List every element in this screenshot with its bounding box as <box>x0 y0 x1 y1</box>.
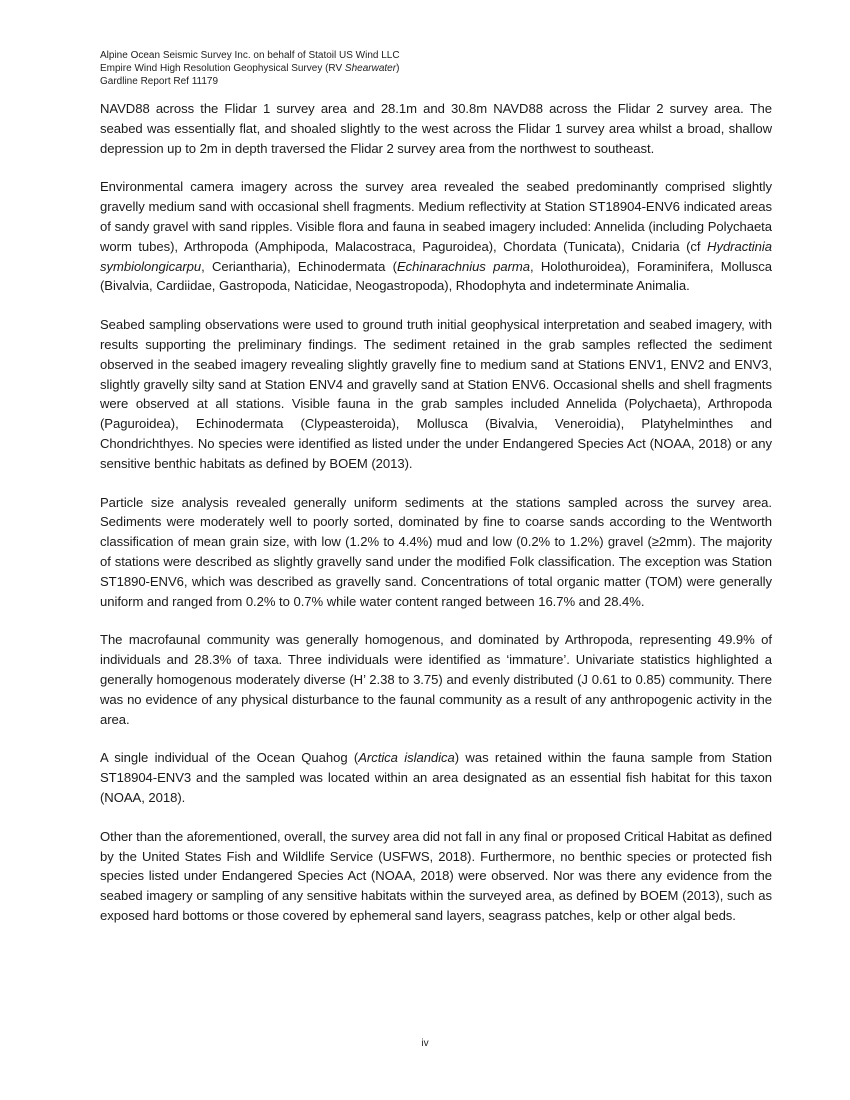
species-arctica: Arctica islandica <box>358 750 455 766</box>
paragraph-camera-imagery <box>100 177 772 296</box>
paragraph-critical-habitat: Other than the aforementioned, overall, the survey area did not fall in any final or proposed Critical Habitat as defined by the United States Fish and Wildlife Service (USFWS, 2018). Furthermore, no benthic species or protected fish species listed under Endangered Species Act (NOAA, 2018) were observed. Nor was there any evidence from the seabed imagery or sampling of any sensitive habitats within the surveyed area, as defined by BOEM (2013), such as exposed hard bottoms or those covered by ephemeral sand layers, seagrass patches, kelp or other algal beds. <box>100 828 772 923</box>
camera-text-a: Environmental camera imagery across the survey area revealed the seabed predominantly comprised slightly gravelly medium sand with occasional shell fragments. Medium reflectivity at Station ST18904-ENV6 indicated areas of sandy gravel with sand ripples. Visible flora and fauna in seabed imagery included: Annelida (including Polychaeta worm tubes), Arthropoda (Amphipoda, Malacostraca, Paguroidea), Chordata (Tunicata), Cnidaria (cf <box>100 179 772 254</box>
header-vessel-name: Shearwater <box>344 63 397 74</box>
document-body <box>100 99 772 945</box>
paragraph-ocean-quahog <box>100 748 772 807</box>
species-hydractinia: Hydractinia symbiolongicarpu <box>100 238 772 274</box>
species-echinarachnius: Echinarachnius parma <box>396 258 530 274</box>
header-project-suffix: ) <box>396 63 400 74</box>
running-header <box>100 49 780 88</box>
header-project-line <box>100 62 780 75</box>
header-project-prefix: Empire Wind High Resolution Geophysical Survey (RV <box>100 63 345 74</box>
page-number: iv <box>421 1038 429 1049</box>
camera-text-c: , Ceriantharia), Echinodermata ( <box>201 258 397 274</box>
paragraph-seabed-sampling: Seabed sampling observations were used to ground truth initial geophysical interpretation and seabed imagery, with results supporting the preliminary findings. The sediment retained in the grab samples reflected the sediment observed in the seabed imagery revealing slightly gravelly fine to medium sand at Stations ENV1, ENV2 and ENV3, slightly gravelly silty sand at Station ENV4 and gravelly sand at Station ENV6. Occasional shells and shell fragments were observed at all stations. Visible fauna in the grab samples included Annelida (Polychaeta), Arthropoda (Paguroidea), Echinodermata (Clypeasteroida), Mollusca (Bivalvia, Veneroidia), Platyhelminthes and Chondrichthyes. No species were identified as listed under the under Endangered Species Act (NOAA, 2018) or any sensitive benthic habitats as defined by BOEM (2013). <box>100 317 772 471</box>
camera-text-e: , Holothuroidea), Foraminifera, Mollusca (Bivalvia, Cardiidae, Gastropoda, Naticidae, Neogastropoda), Rhodophyta and indeterminate Animalia. <box>100 258 772 294</box>
header-client-line: Alpine Ocean Seismic Survey Inc. on behalf of Statoil US Wind LLC <box>100 50 400 61</box>
paragraph-bathymetry: NAVD88 across the Flidar 1 survey area and 28.1m and 30.8m NAVD88 across the Flidar 2 survey area. The seabed was essentially flat, and shoaled slightly to the west across the Flidar 1 survey area whilst a broad, shallow depression up to 2m in depth traversed the Flidar 2 survey area from the northwest to southeast. <box>100 101 772 156</box>
paragraph-macrofauna: The macrofaunal community was generally homogenous, and dominated by Arthropoda, representing 49.9% of individuals and 28.3% of taxa. Three individuals were identified as ‘immature’. Univariate statistics highlighted a generally homogenous moderately diverse (H’ 2.38 to 3.75) and evenly distributed (J 0.61 to 0.85) community. There was no evidence of any physical disturbance to the faunal community as a result of any anthropogenic activity in the area. <box>100 632 772 727</box>
header-report-ref: Gardline Report Ref 11179 <box>100 76 219 87</box>
quahog-text-c: ) was retained within the fauna sample from Station ST18904-ENV3 and the sampled was located within an area designated as an essential fish habitat for this taxon (NOAA, 2018). <box>100 750 772 805</box>
quahog-text-a: A single individual of the Ocean Quahog ( <box>100 750 359 766</box>
paragraph-particle-size: Particle size analysis revealed generally uniform sediments at the stations sampled across the survey area. Sediments were moderately well to poorly sorted, dominated by fine to coarse sands according to the Wentworth classification of mean grain size, with low (1.2% to 4.4%) mud and low (0.2% to 1.2%) gravel (≥2mm). The majority of stations were described as slightly gravelly sand under the modified Folk classification. The exception was Station ST1890-ENV6, which was described as gravelly sand. Concentrations of total organic matter (TOM) were generally uniform and ranged from 0.2% to 0.7% while water content ranged between 16.7% and 28.4%. <box>100 494 772 609</box>
